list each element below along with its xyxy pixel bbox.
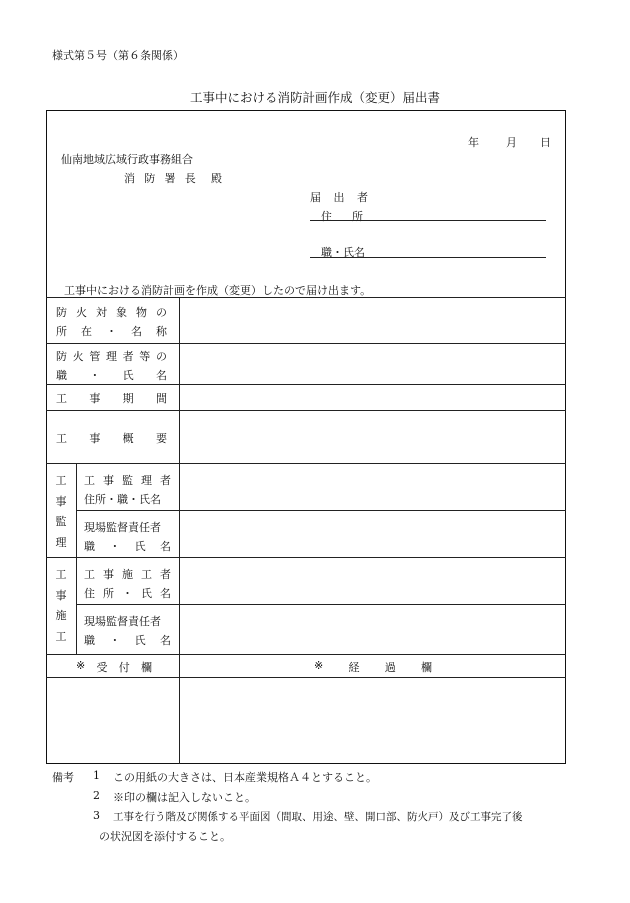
note-3-continued: の状況図を添付すること。 [99, 830, 231, 843]
note-3-text: 工事を行う階及び関係する平面図（間取、用途、壁、開口部、防火戸）及び工事完了後 [113, 811, 523, 823]
notifier-heading: 届 出 者 [310, 191, 368, 204]
label-contractor-line2: 住 所 ・ 氏 名 [84, 587, 171, 600]
rule-supervision-group-bottom [46, 557, 566, 558]
notifier-address-label: 住 所 [321, 210, 363, 223]
form-number: 様式第５号（第６条関係） [52, 49, 184, 62]
label-manager-line1: 防 火 管 理 者 等 の [56, 350, 167, 363]
label-site-manager-1: 現場監督責任者 [84, 521, 161, 534]
form-title: 工事中における消防計画作成（変更）届出書 [189, 90, 440, 105]
label-target-line2: 所 在 ・ 名 称 [56, 325, 167, 338]
date-year: 年 [468, 136, 479, 149]
notifier-name-line [310, 257, 546, 258]
note-1-number: 1 [93, 769, 100, 782]
label-supervisor-line1: 工 事 監 理 者 [84, 474, 171, 487]
label-site-manager-1-line2: 職 ・ 氏 名 [84, 540, 171, 553]
notifier-address-line [310, 220, 546, 221]
label-progress-column: ※ 経 過 欄 [314, 659, 432, 674]
rule-target-bottom [46, 343, 566, 344]
note-1-text: この用紙の大きさは、日本産業規格Ａ４とすること。 [113, 771, 377, 784]
rule-label-column [179, 297, 180, 764]
rule-contractor-bottom [76, 604, 566, 605]
date-day: 日 [540, 136, 551, 149]
rule-manager-bottom [46, 384, 566, 385]
rule-group-column [76, 463, 77, 654]
label-supervision-group: 工 事 監 理 [55, 474, 67, 549]
rule-footer-header-bottom [46, 677, 566, 678]
notes-label: 備考 [52, 771, 74, 784]
label-supervisor-line2: 住所・職・氏名 [84, 493, 161, 506]
label-contractor-line1: 工 事 施 工 者 [84, 568, 171, 581]
addressee-organization: 仙南地域広域行政事務組合 [61, 153, 193, 166]
date-month: 月 [506, 136, 517, 149]
addressee-chief: 消 防 署 長 殿 [124, 172, 222, 185]
rule-period-bottom [46, 410, 566, 411]
label-construction-group: 工 事 施 工 [55, 568, 67, 643]
label-target-line1: 防 火 対 象 物 の [56, 306, 167, 319]
label-overview: 工 事 概 要 [56, 432, 167, 445]
note-2-number: 2 [93, 789, 100, 802]
note-3-number: 3 [93, 809, 100, 822]
statement-text: 工事中における消防計画を作成（変更）したので届け出ます。 [64, 284, 372, 297]
label-reception-column: ※ 受 付 欄 [76, 659, 152, 674]
label-period: 工 事 期 間 [56, 392, 167, 405]
rule-overview-bottom [46, 463, 566, 464]
notifier-name-label: 職・氏名 [321, 246, 365, 259]
note-2-text: ※印の欄は記入しないこと。 [113, 791, 256, 804]
label-site-manager-2-line2: 職 ・ 氏 名 [84, 634, 171, 647]
label-manager-line2: 職 ・ 氏 名 [56, 369, 167, 382]
rule-construction-group-bottom [46, 654, 566, 655]
rule-supervisor-bottom [76, 510, 566, 511]
label-site-manager-2: 現場監督責任者 [84, 615, 161, 628]
